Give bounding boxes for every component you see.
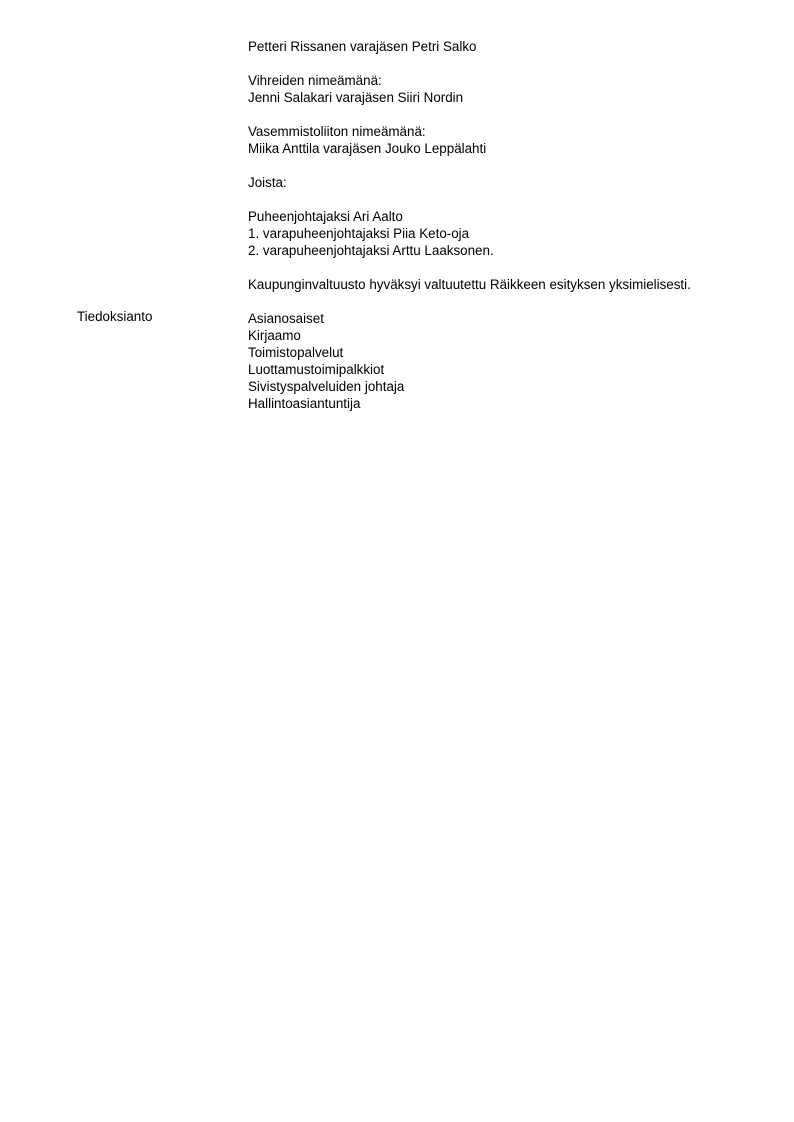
member-line: Petteri Rissanen varajäsen Petri Salko [248, 39, 477, 54]
decision-text: Kaupunginvaltuusto hyväksyi valtuutettu Räikkeen esityksen yksimielisesti. [248, 277, 691, 292]
member-line: Jenni Salakari varajäsen Siiri Nordin [248, 90, 464, 105]
spacer [248, 55, 768, 72]
spacer [248, 293, 768, 310]
recipient-item: Sivistyspalveluiden johtaja [248, 379, 405, 394]
decision-body [248, 38, 768, 412]
spacer [248, 106, 768, 123]
joista-heading: Joista: [248, 175, 287, 190]
vasemmisto-heading: Vasemmistoliiton nimeämänä: [248, 124, 426, 139]
spacer [248, 191, 768, 208]
member-line: Miika Anttila varajäsen Jouko Leppälahti [248, 141, 487, 156]
recipient-item: Toimistopalvelut [248, 345, 344, 360]
chair-line: Puheenjohtajaksi Ari Aalto [248, 209, 403, 224]
recipient-item: Asianosaiset [248, 311, 324, 326]
vihreat-heading: Vihreiden nimeämänä: [248, 73, 382, 88]
spacer [248, 259, 768, 276]
recipient-item: Luottamustoimipalkkiot [248, 362, 385, 377]
recipient-item: Kirjaamo [248, 328, 301, 343]
tiedoksianto-label: Tiedoksianto [77, 309, 153, 324]
vice-chair-1-line: 1. varapuheenjohtajaksi Piia Keto-oja [248, 226, 470, 241]
spacer [248, 157, 768, 174]
recipient-item: Hallintoasiantuntija [248, 396, 361, 411]
vice-chair-2-line: 2. varapuheenjohtajaksi Arttu Laaksonen. [248, 243, 494, 258]
